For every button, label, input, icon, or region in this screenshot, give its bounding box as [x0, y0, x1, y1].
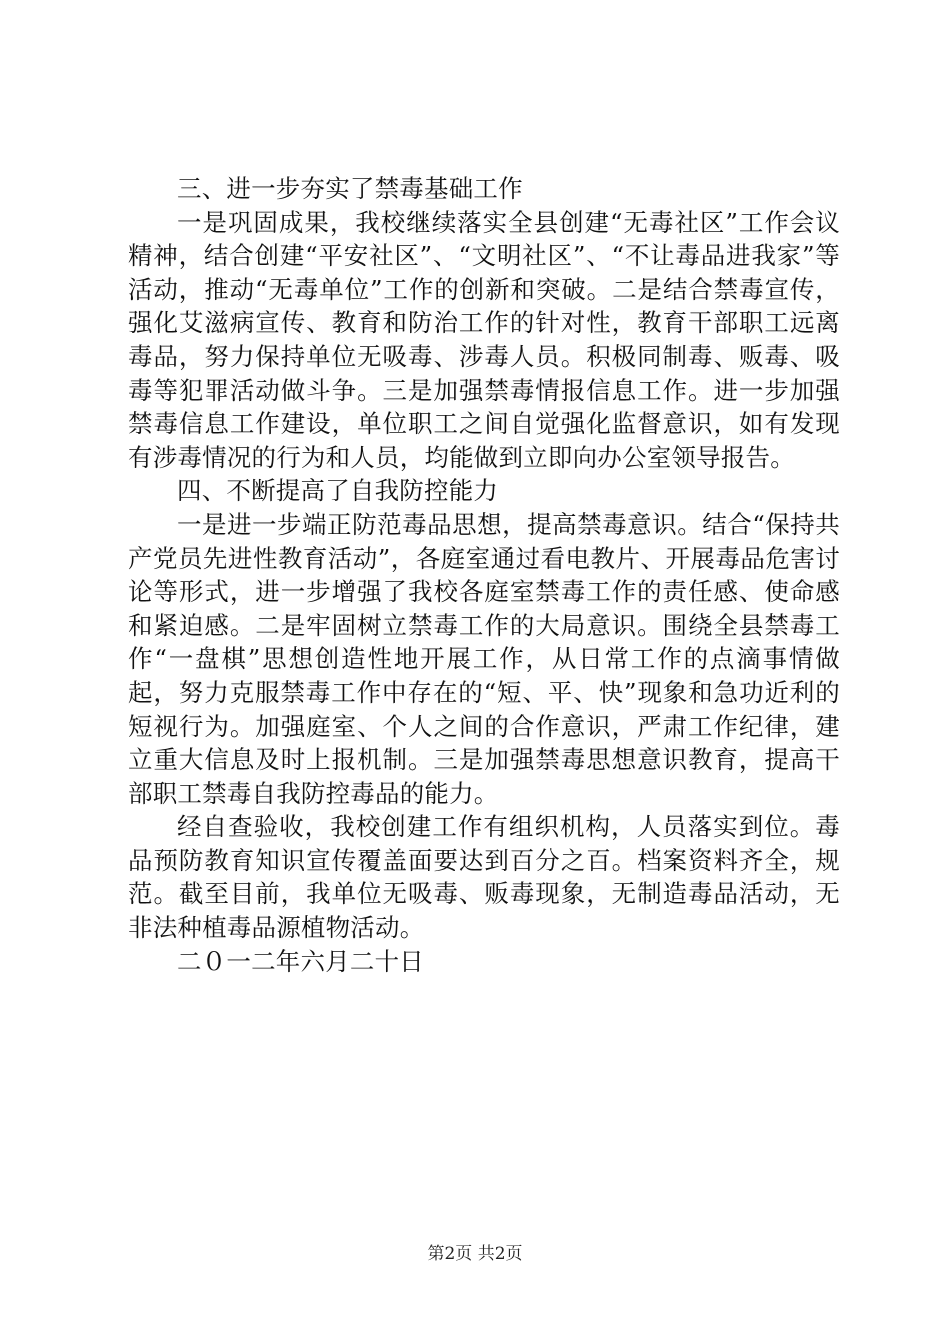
document-date: 二０一二年六月二十日: [177, 946, 424, 976]
paragraph-foundation-work: 一是巩固成果，我校继续落实全县创建“无毒社区”工作会议精神，结合创建“平安社区”、“文明社区”、“不让毒品进我家”等活动，推动“无毒单位”工作的创新和突破。二是结合禁毒宣传，强化艾滋病宣传、教育和防治工作的针对性，教育干部职工远离毒品，努力保持单位无吸毒、涉毒人员。积极同制毒、贩毒、吸毒等犯罪活动做斗争。三是加强禁毒情报信息工作。进一步加强禁毒信息工作建设，单位职工之间自觉强化监督意识，如有发现有涉毒情况的行为和人员，均能做到立即向办公室领导报告。: [128, 207, 840, 472]
paragraph-self-prevention: 一是进一步端正防范毒品思想，提高禁毒意识。结合“保持共产党员先进性教育活动”，各庭室通过看电教片、开展毒品危害讨论等形式，进一步增强了我校各庭室禁毒工作的责任感、使命感和紧迫感。二是牢固树立禁毒工作的大局意识。围绕全县禁毒工作“一盘棋”思想创造性地开展工作，从日常工作的点滴事情做起，努力克服禁毒工作中存在的“短、平、快”现象和急功近利的短视行为。加强庭室、个人之间的合作意识，严肃工作纪律，建立重大信息及时上报机制。三是加强禁毒思想意识教育，提高干部职工禁毒自我防控毒品的能力。: [128, 509, 840, 808]
section-heading-4: 四、不断提高了自我防控能力: [177, 476, 499, 506]
page-number: 第2页 共2页: [427, 1244, 523, 1264]
paragraph-self-inspection: 经自查验收，我校创建工作有组织机构，人员落实到位。毒品预防教育知识宣传覆盖面要达到百分之百。档案资料齐全，规范。截至目前，我单位无吸毒、贩毒现象，无制造毒品活动，无非法种植毒品源植物活动。: [128, 812, 840, 943]
page-footer: [0, 1243, 950, 1265]
section-heading-3: 三、进一步夯实了禁毒基础工作: [177, 174, 523, 203]
document-body: [128, 172, 840, 978]
